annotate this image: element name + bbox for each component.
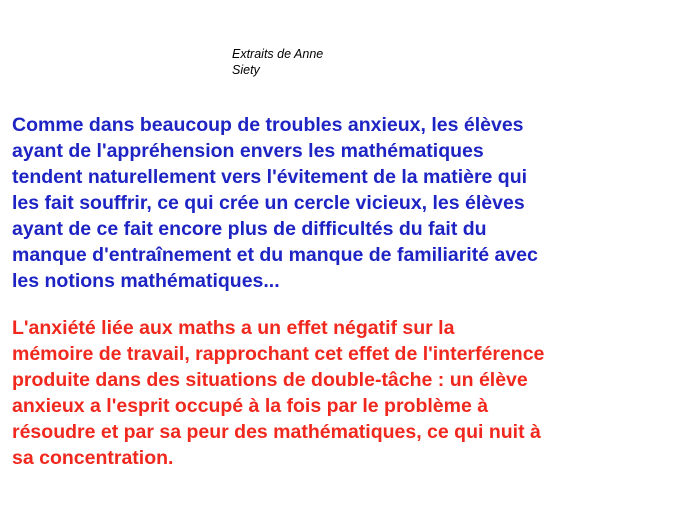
paragraph-avoidance: Comme dans beaucoup de troubles anxieux, les élèves ayant de l'appréhension envers les mathématiques tendent naturellement vers l'évitement de la matière qui les fait souffrir, ce qui crée un cercle vicieux, les élèves ayant de ce fait encore plus de difficultés du fait du manque d'entraînement et du manque de familiarité avec les notions mathématiques... — [12, 114, 538, 292]
attribution-caption: Extraits de Anne Siety — [232, 47, 324, 77]
paragraph-working-memory: L'anxiété liée aux maths a un effet négatif sur la mémoire de travail, rapprochant cet effet de l'interférence produite dans des situations de double-tâche : un élève anxieux a l'esprit occupé à la fois par le problème à résoudre et par sa peur des mathématiques, ce qui nuit à sa concentration. — [12, 317, 545, 469]
